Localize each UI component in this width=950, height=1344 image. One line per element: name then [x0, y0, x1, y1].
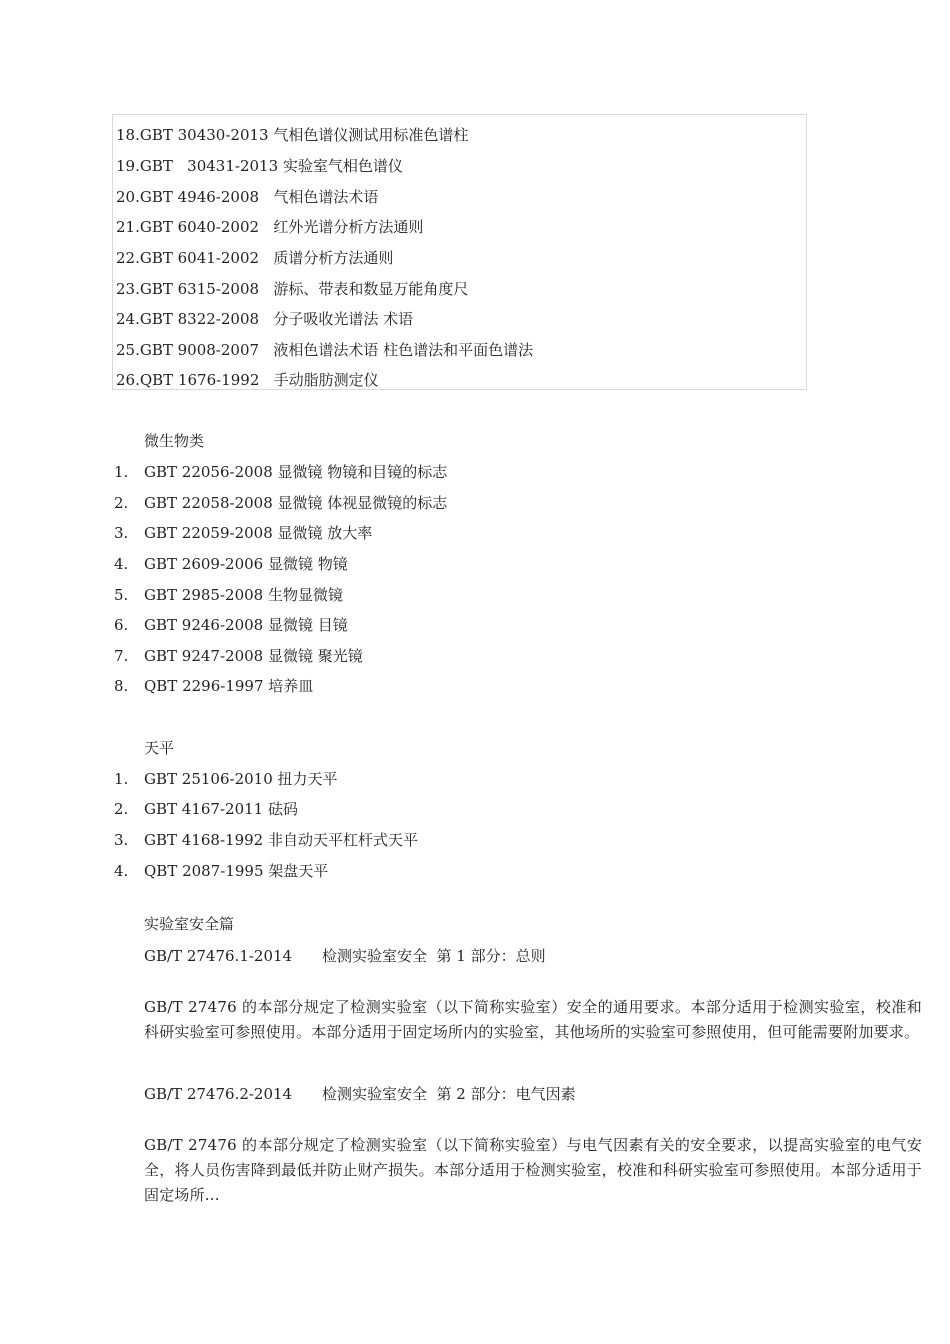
standard-code: GB/T 27476.1-2014 — [144, 947, 293, 965]
item-number: 2. — [114, 494, 129, 512]
item-number: 26. — [116, 371, 140, 389]
item-number: 4. — [114, 555, 129, 573]
item-number: 8. — [114, 677, 129, 695]
item-text: QBT 2087-1995 架盘天平 — [144, 862, 329, 880]
standard-heading — [144, 945, 546, 967]
standard-title: 检测实验室安全 第 2 部分：电气因素 — [322, 1085, 576, 1103]
list-item — [114, 675, 313, 697]
item-text: GBT 8322-2008 分子吸收光谱法 术语 — [139, 310, 414, 328]
standard-heading — [144, 1083, 576, 1105]
standard-title: 检测实验室安全 第 1 部分：总则 — [322, 947, 546, 965]
list-item — [116, 308, 413, 330]
list-item — [116, 216, 423, 238]
item-number: 24. — [116, 310, 140, 328]
item-text: GBT 25106-2010 扭力天平 — [144, 770, 338, 788]
item-text: GBT 9247-2008 显微镜 聚光镜 — [144, 647, 363, 665]
item-number: 21. — [116, 218, 140, 236]
item-text: GBT 22058-2008 显微镜 体视显微镜的标志 — [144, 494, 448, 512]
list-item — [114, 768, 338, 790]
item-number: 3. — [114, 831, 129, 849]
list-item — [114, 522, 372, 544]
item-text: GBT 4946-2008 气相色谱法术语 — [139, 188, 379, 206]
item-text: GBT 4167-2011 砝码 — [144, 800, 298, 818]
list-item — [114, 829, 418, 851]
item-text: GBT 6040-2002 红外光谱分析方法通则 — [139, 218, 424, 236]
item-text: QBT 2296-1997 培养皿 — [144, 677, 314, 695]
item-number: 18. — [116, 126, 140, 144]
list-item — [116, 278, 468, 300]
list-item — [114, 798, 298, 820]
item-text: GBT 22056-2008 显微镜 物镜和目镜的标志 — [144, 463, 448, 481]
item-number: 4. — [114, 862, 129, 880]
item-number: 20. — [116, 188, 140, 206]
section-title-microbiology: 微生物类 — [144, 432, 205, 450]
section-title-safety: 实验室安全篇 — [144, 915, 235, 933]
list-item — [116, 155, 403, 177]
item-number: 25. — [116, 341, 140, 359]
list-item — [114, 645, 363, 667]
list-item — [116, 369, 379, 391]
item-text: GBT 30430-2013 气相色谱仪测试用标准色谱柱 — [139, 126, 469, 144]
standard-code: GB/T 27476.2-2014 — [144, 1085, 293, 1103]
list-item — [116, 247, 393, 269]
list-item — [114, 553, 348, 575]
list-item — [114, 614, 348, 636]
item-number: 7. — [114, 647, 129, 665]
item-number: 2. — [114, 800, 129, 818]
list-item — [116, 124, 468, 146]
list-item — [114, 860, 328, 882]
item-text: GBT 9008-2007 液相色谱法术语 柱色谱法和平面色谱法 — [139, 341, 534, 359]
list-item — [114, 584, 343, 606]
item-number: 1. — [114, 463, 129, 481]
item-text: GBT 4168-1992 非自动天平杠杆式天平 — [144, 831, 418, 849]
item-number: 3. — [114, 524, 129, 542]
list-item — [114, 492, 447, 514]
item-text: GBT 2609-2006 显微镜 物镜 — [144, 555, 348, 573]
item-text: GBT 9246-2008 显微镜 目镜 — [144, 616, 348, 634]
item-number: 1. — [114, 770, 129, 788]
standard-description: GB/T 27476 的本部分规定了检测实验室（以下简称实验室）与电气因素有关的安全要求，以提高实验室的电气安全，将人员伤害降到最低并防止财产损失。本部分适用于检测实验室，校准和科研实验室可参照使用。本部分适用于固定场所... — [144, 1136, 922, 1204]
item-number: 23. — [116, 280, 140, 298]
list-item — [114, 461, 447, 483]
item-text: GBT 6041-2002 质谱分析方法通则 — [139, 249, 394, 267]
item-text: GBT 22059-2008 显微镜 放大率 — [144, 524, 373, 542]
item-number: 6. — [114, 616, 129, 634]
item-text: GBT 2985-2008 生物显微镜 — [144, 586, 343, 604]
section-title-balance: 天平 — [144, 739, 175, 757]
list-item — [116, 186, 378, 208]
list-item — [116, 339, 533, 361]
item-number: 19. — [116, 157, 140, 175]
item-number: 22. — [116, 249, 140, 267]
standard-description: GB/T 27476 的本部分规定了检测实验室（以下简称实验室）安全的通用要求。本部分适用于检测实验室，校准和科研实验室可参照使用。本部分适用于固定场所内的实验室，其他场所的实验室可参照使用，但可能需要附加要求。 — [144, 998, 922, 1041]
item-number: 5. — [114, 586, 129, 604]
item-text: GBT 6315-2008 游标、带表和数显万能角度尺 — [139, 280, 469, 298]
chromatography-standards-list — [112, 114, 807, 390]
item-text: GBT 30431-2013 实验室气相色谱仪 — [139, 157, 403, 175]
item-text: QBT 1676-1992 手动脂肪测定仪 — [139, 371, 379, 389]
